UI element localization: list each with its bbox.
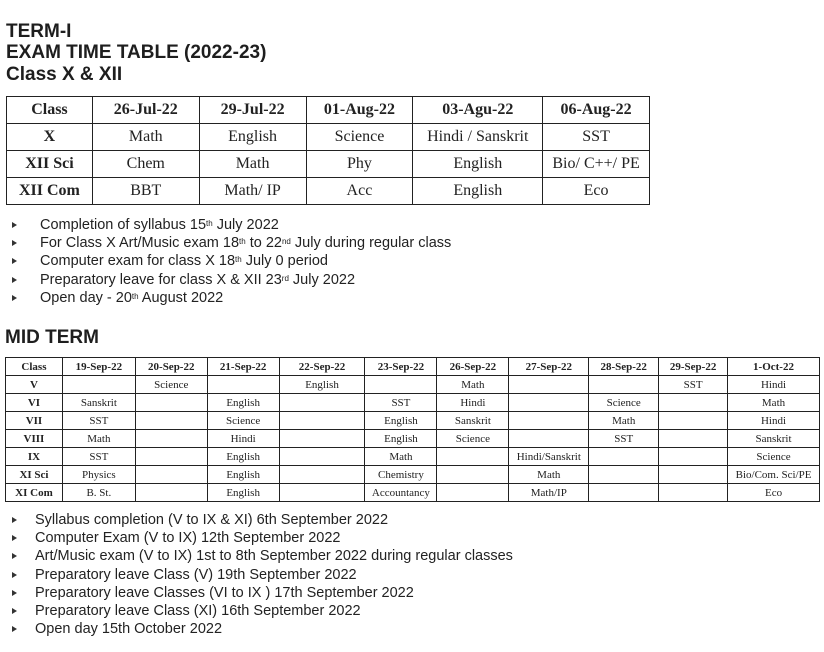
triangle-bullet-icon — [12, 295, 17, 301]
subject-cell: Bio/ C++/ PE — [543, 151, 650, 178]
subject-cell — [589, 466, 659, 484]
triangle-bullet-icon — [12, 535, 17, 541]
note-text: Syllabus completion (V to IX & XI) 6th September 2022 — [35, 512, 389, 528]
note-item — [0, 234, 451, 252]
subject-cell: Eco — [543, 178, 650, 205]
table-header-row — [7, 97, 650, 124]
header-cell: Class — [7, 97, 93, 124]
header-cell: 28-Sep-22 — [589, 358, 659, 376]
subject-cell: Hindi — [728, 412, 820, 430]
subject-cell — [135, 430, 207, 448]
ordinal-suffix: th — [206, 219, 213, 228]
subject-cell: Bio/Com. Sci/PE — [728, 466, 820, 484]
table-row — [7, 124, 650, 151]
subject-cell — [509, 412, 589, 430]
note-item — [0, 566, 513, 584]
triangle-bullet-icon — [12, 572, 17, 578]
note-text: Preparatory leave for class X & XII 23 — [40, 271, 282, 288]
subject-cell — [509, 394, 589, 412]
table-row — [6, 412, 820, 430]
ordinal-suffix: th — [239, 237, 246, 247]
subject-cell — [509, 376, 589, 394]
note-text: Computer Exam (V to IX) 12th September 2022 — [35, 530, 341, 547]
triangle-bullet-icon — [12, 258, 17, 264]
note-item — [0, 289, 451, 307]
subject-cell — [62, 376, 135, 394]
subject-cell: Science — [207, 412, 279, 430]
note-text: Completion of syllabus 15 — [40, 217, 207, 233]
note-item — [0, 271, 451, 289]
ordinal-suffix: rd — [281, 273, 289, 283]
subject-cell — [659, 412, 728, 430]
subject-cell — [659, 448, 728, 466]
subject-cell: SST — [365, 394, 437, 412]
subject-cell: Accountancy — [365, 484, 437, 502]
subject-cell: Math/IP — [509, 484, 589, 502]
subject-cell: Sanskrit — [728, 430, 820, 448]
note-text: July 2022 — [212, 217, 279, 233]
subject-cell: English — [207, 448, 279, 466]
note-item — [0, 620, 513, 638]
midterm-title: MID TERM — [5, 327, 99, 348]
note-item — [0, 511, 513, 529]
subject-cell: Hindi — [728, 376, 820, 394]
note-text: Computer exam for class X 18 — [40, 253, 236, 270]
subject-cell: BBT — [92, 178, 199, 205]
term1-title: TERM-I — [6, 21, 72, 42]
class-cell: X — [7, 124, 93, 151]
midterm-notes-list — [0, 511, 513, 638]
subject-cell — [135, 394, 207, 412]
subject-cell — [279, 448, 365, 466]
note-item — [0, 584, 513, 602]
subject-cell — [589, 448, 659, 466]
header-cell: 29-Sep-22 — [659, 358, 728, 376]
subject-cell: Science — [135, 376, 207, 394]
table-row — [6, 430, 820, 448]
subject-cell: English — [365, 430, 437, 448]
ordinal-suffix: nd — [281, 237, 291, 247]
subject-cell: Science — [437, 430, 509, 448]
header-cell: 20-Sep-22 — [135, 358, 207, 376]
subject-cell — [279, 412, 365, 430]
header-cell: 06-Aug-22 — [543, 97, 650, 124]
subject-cell — [365, 376, 437, 394]
subject-cell — [437, 448, 509, 466]
table-row — [6, 466, 820, 484]
triangle-bullet-icon — [12, 222, 17, 228]
subject-cell — [659, 466, 728, 484]
triangle-bullet-icon — [12, 590, 17, 596]
subject-cell: English — [365, 412, 437, 430]
subject-cell: Hindi/Sanskrit — [509, 448, 589, 466]
subject-cell — [589, 376, 659, 394]
header-cell: 21-Sep-22 — [207, 358, 279, 376]
subject-cell: English — [207, 394, 279, 412]
class-cell: VIII — [6, 430, 63, 448]
class-cell: XII Com — [7, 178, 93, 205]
header-cell: 26-Jul-22 — [92, 97, 199, 124]
ordinal-suffix: th — [235, 255, 242, 265]
note-text: August 2022 — [138, 289, 224, 306]
subject-cell — [135, 412, 207, 430]
note-text: Preparatory leave Classes (VI to IX ) 17th September 2022 — [35, 584, 414, 601]
subject-cell: Math — [509, 466, 589, 484]
header-cell: 03-Agu-22 — [413, 97, 543, 124]
subject-cell — [659, 430, 728, 448]
subject-cell: English — [207, 484, 279, 502]
subject-cell — [135, 448, 207, 466]
subject-cell — [135, 484, 207, 502]
class-subtitle: Class X & XII — [6, 64, 123, 85]
subject-cell: Math — [589, 412, 659, 430]
class-cell: VI — [6, 394, 63, 412]
table-row — [7, 151, 650, 178]
subject-cell — [279, 430, 365, 448]
note-text: Preparatory leave Class (V) 19th September 2022 — [35, 566, 357, 583]
note-text: Preparatory leave Class (XI) 16th September 2022 — [35, 603, 361, 620]
subject-cell: Acc — [306, 178, 413, 205]
table-header-row — [6, 358, 820, 376]
triangle-bullet-icon — [12, 240, 17, 246]
triangle-bullet-icon — [12, 553, 17, 559]
header-cell: 22-Sep-22 — [279, 358, 365, 376]
header-cell: 19-Sep-22 — [62, 358, 135, 376]
class-cell: VII — [6, 412, 63, 430]
subject-cell: Eco — [728, 484, 820, 502]
subject-cell — [659, 394, 728, 412]
header-cell: 23-Sep-22 — [365, 358, 437, 376]
note-text: July 2022 — [288, 271, 356, 288]
subject-cell — [437, 466, 509, 484]
subject-cell: Chem — [92, 151, 199, 178]
subject-cell: Science — [728, 448, 820, 466]
subject-cell: Sanskrit — [62, 394, 135, 412]
subject-cell: Phy — [306, 151, 413, 178]
note-item — [0, 216, 451, 234]
subject-cell — [279, 394, 365, 412]
subject-cell: Chemistry — [365, 466, 437, 484]
note-text: Open day 15th October 2022 — [35, 621, 223, 638]
subject-cell: SST — [543, 124, 650, 151]
note-text: July during regular class — [290, 235, 452, 252]
subject-cell: Science — [306, 124, 413, 151]
subject-cell: Math — [728, 394, 820, 412]
note-text: to 22 — [245, 235, 282, 252]
subject-cell: Sanskrit — [437, 412, 509, 430]
ordinal-suffix: th — [131, 291, 139, 301]
note-item — [0, 547, 513, 565]
subject-cell: Hindi — [437, 394, 509, 412]
header-cell: 26-Sep-22 — [437, 358, 509, 376]
subject-cell — [207, 376, 279, 394]
subject-cell — [659, 484, 728, 502]
header-cell: 27-Sep-22 — [509, 358, 589, 376]
subject-cell — [279, 484, 365, 502]
class-cell: IX — [6, 448, 63, 466]
note-item — [0, 602, 513, 620]
term1-exam-table — [6, 96, 650, 205]
header-cell: Class — [6, 358, 63, 376]
note-text: Open day - 20 — [40, 289, 132, 306]
class-cell: XI Sci — [6, 466, 63, 484]
triangle-bullet-icon — [12, 517, 17, 523]
triangle-bullet-icon — [12, 608, 17, 614]
table-row — [6, 394, 820, 412]
note-item — [0, 529, 513, 547]
subject-cell: Math — [437, 376, 509, 394]
table-row — [6, 448, 820, 466]
table-row — [6, 484, 820, 502]
note-text: July 0 period — [241, 253, 328, 270]
subject-cell — [279, 466, 365, 484]
midterm-exam-table — [5, 357, 820, 502]
subject-cell: Math — [62, 430, 135, 448]
subject-cell — [437, 484, 509, 502]
note-text: For Class X Art/Music exam 18 — [40, 235, 240, 252]
subject-cell: B. St. — [62, 484, 135, 502]
subject-cell: Math — [199, 151, 306, 178]
subject-cell: English — [207, 466, 279, 484]
subject-cell: SST — [589, 430, 659, 448]
triangle-bullet-icon — [12, 626, 17, 632]
subject-cell — [589, 484, 659, 502]
exam-timetable-title: EXAM TIME TABLE (2022-23) — [6, 42, 267, 63]
class-cell: XI Com — [6, 484, 63, 502]
table-row — [6, 376, 820, 394]
subject-cell: Math — [92, 124, 199, 151]
subject-cell: Hindi / Sanskrit — [413, 124, 543, 151]
note-item — [0, 252, 451, 270]
header-cell: 01-Aug-22 — [306, 97, 413, 124]
class-cell: V — [6, 376, 63, 394]
subject-cell: Physics — [62, 466, 135, 484]
subject-cell: English — [413, 178, 543, 205]
subject-cell: Math/ IP — [199, 178, 306, 205]
subject-cell: SST — [62, 448, 135, 466]
triangle-bullet-icon — [12, 277, 17, 283]
subject-cell — [135, 466, 207, 484]
subject-cell: English — [413, 151, 543, 178]
subject-cell: Hindi — [207, 430, 279, 448]
subject-cell: English — [279, 376, 365, 394]
table-row — [7, 178, 650, 205]
header-cell: 29-Jul-22 — [199, 97, 306, 124]
subject-cell: SST — [659, 376, 728, 394]
class-cell: XII Sci — [7, 151, 93, 178]
subject-cell: Science — [589, 394, 659, 412]
subject-cell: Math — [365, 448, 437, 466]
subject-cell: English — [199, 124, 306, 151]
note-text: Art/Music exam (V to IX) 1st to 8th September 2022 during regular classes — [35, 548, 513, 565]
subject-cell: SST — [62, 412, 135, 430]
subject-cell — [509, 430, 589, 448]
header-cell: 1-Oct-22 — [728, 358, 820, 376]
term1-notes-list — [0, 216, 451, 307]
